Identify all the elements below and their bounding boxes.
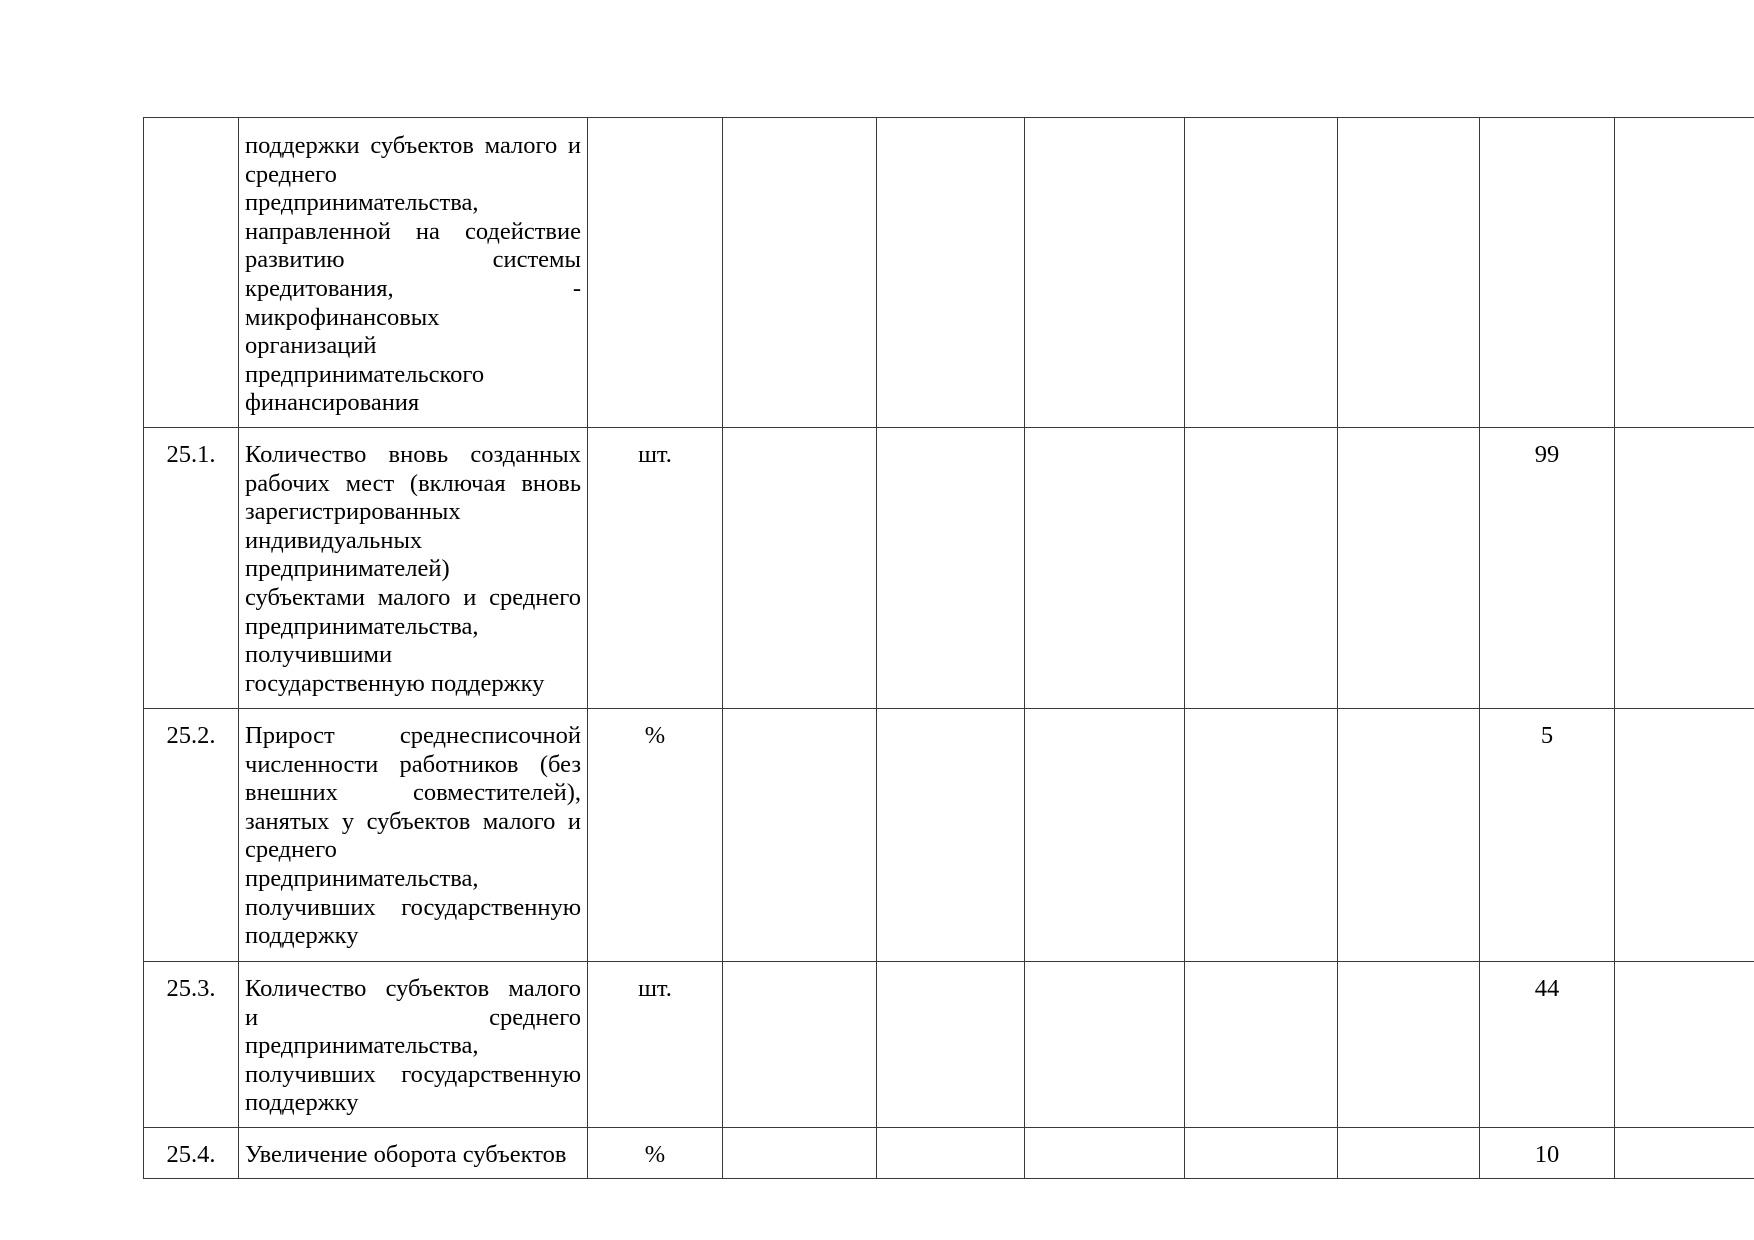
empty-cell [1338,1128,1480,1179]
description-line: рабочих мест (включая вновь [245,469,581,497]
value-cell: 10 [1480,1128,1615,1179]
empty-cell [877,1128,1025,1179]
empty-cell [1185,428,1338,709]
value-cell: 44 [1480,962,1615,1128]
description-line: получившими [245,641,393,669]
empty-cell [1025,118,1185,428]
table-row-25-3 [144,962,1754,1128]
description-line: кредитования, - [245,274,581,302]
empty-cell [1615,1128,1754,1179]
description-line: финансирования [245,389,420,417]
empty-cell [723,962,877,1128]
empty-cell [1615,962,1754,1128]
empty-cell [1185,962,1338,1128]
description-line: предпринимателей) [245,555,450,583]
unit-cell [588,118,723,428]
description-line: получивших государственную [245,893,581,921]
empty-cell [1025,428,1185,709]
description-line: развитию системы [245,246,581,274]
indicator-description-cell [239,962,588,1128]
table-row-25-2 [144,709,1754,962]
empty-cell [723,428,877,709]
description-line: внешних совместителей), [245,779,581,807]
description-line: предпринимательства, [245,1032,479,1060]
description-line: и среднего [245,1003,581,1031]
description-line: субъектами малого и среднего [245,583,581,611]
empty-cell [1615,118,1754,428]
row-number-cell [144,118,239,428]
row-number-cell: 25.2. [144,709,239,962]
indicator-description-cell [239,709,588,962]
description-line: предпринимательского [245,360,485,388]
empty-cell [1025,962,1185,1128]
description-line: зарегистрированных [245,498,461,526]
row-number-cell: 25.3. [144,962,239,1128]
empty-cell [877,428,1025,709]
empty-cell [1185,709,1338,962]
empty-cell [1025,1128,1185,1179]
empty-cell [1338,118,1480,428]
indicator-description-cell [239,118,588,428]
description-line: поддержку [245,1089,359,1117]
description-line: Количество субъектов малого [245,975,581,1002]
indicators-table [143,117,1754,1179]
empty-cell [723,118,877,428]
description-line: численности работников (без [245,750,581,778]
description-line: предпринимательства, [245,612,479,640]
table-row-continuation [144,118,1754,428]
unit-cell: шт. [588,962,723,1128]
empty-cell [1615,428,1754,709]
description-line: Увеличение оборота субъектов [245,1141,567,1168]
empty-cell [1025,709,1185,962]
row-number-cell: 25.1. [144,428,239,709]
unit-cell: % [588,709,723,962]
empty-cell [1185,1128,1338,1179]
empty-cell [877,709,1025,962]
description-line: Прирост среднесписочной [245,722,581,749]
empty-cell [1338,962,1480,1128]
table-row-25-1 [144,428,1754,709]
description-line: занятых у субъектов малого и [245,807,581,835]
empty-cell [723,709,877,962]
description-line: Количество вновь созданных [245,441,581,468]
description-line: организаций [245,332,377,360]
empty-cell [1185,118,1338,428]
empty-cell [1338,709,1480,962]
indicator-description-cell [239,1128,588,1179]
description-line: предпринимательства, [245,189,479,217]
indicator-description-cell [239,428,588,709]
empty-cell [877,118,1025,428]
unit-cell: шт. [588,428,723,709]
unit-cell: % [588,1128,723,1179]
empty-cell [723,1128,877,1179]
description-line: микрофинансовых [245,303,440,331]
empty-cell [877,962,1025,1128]
description-line: направленной на содействие [245,217,581,245]
empty-cell [1615,709,1754,962]
value-cell: 99 [1480,428,1615,709]
description-line: среднего [245,836,337,864]
row-number-cell: 25.4. [144,1128,239,1179]
description-line: среднего [245,160,337,188]
description-line: предпринимательства, [245,864,479,892]
description-line: индивидуальных [245,526,423,554]
description-line: поддержку [245,922,359,950]
description-line: поддержки субъектов малого и [245,132,581,159]
value-cell [1480,118,1615,428]
empty-cell [1338,428,1480,709]
value-cell: 5 [1480,709,1615,962]
description-line: государственную поддержку [245,669,545,697]
description-line: получивших государственную [245,1060,581,1088]
table-row-25-4 [144,1128,1754,1179]
